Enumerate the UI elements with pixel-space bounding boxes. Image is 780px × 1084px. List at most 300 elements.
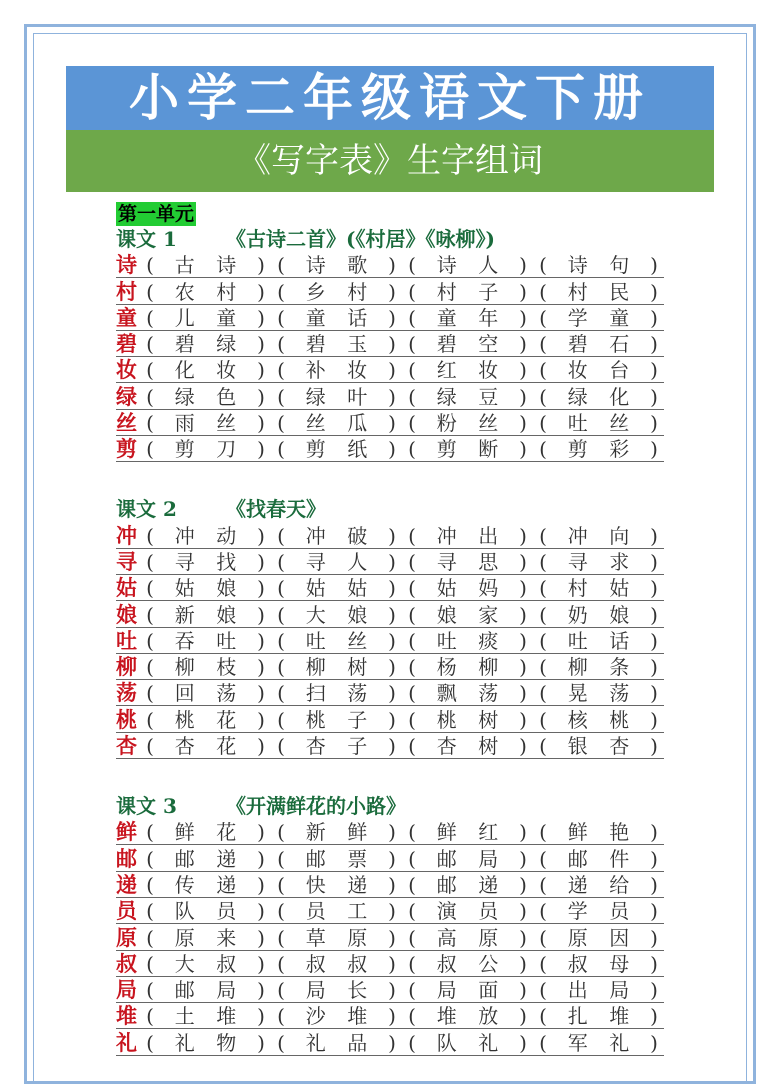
word-cell (271, 253, 402, 277)
target-character: 绿 (116, 383, 137, 409)
word-glyph: 邮 (174, 978, 195, 1003)
compound-word (291, 358, 382, 382)
close-paren: ) (519, 820, 527, 845)
compound-word (422, 847, 513, 871)
compound-word (422, 655, 513, 679)
close-paren: ) (519, 279, 527, 304)
compound-word (160, 306, 251, 330)
word-glyph: 子 (347, 707, 368, 732)
open-paren: ( (408, 305, 416, 330)
word-glyph: 物 (216, 1030, 237, 1055)
target-character: 冲 (116, 522, 137, 548)
close-paren: ) (519, 549, 527, 574)
compound-word (553, 952, 644, 976)
word-row (116, 436, 664, 462)
word-cell (271, 1004, 402, 1028)
word-glyph: 碧 (305, 332, 326, 357)
word-cell (533, 978, 664, 1002)
word-glyph: 红 (436, 358, 457, 383)
close-paren: ) (388, 523, 396, 548)
word-glyph: 石 (609, 332, 630, 357)
word-cell (140, 847, 271, 871)
word-cell (402, 603, 533, 627)
close-paren: ) (519, 523, 527, 548)
compound-word (422, 576, 513, 600)
close-paren: ) (519, 332, 527, 357)
open-paren: ( (277, 332, 285, 357)
word-glyph: 纸 (347, 437, 368, 462)
compound-word (291, 1031, 382, 1055)
word-glyph: 绿 (216, 332, 237, 357)
compound-word (291, 708, 382, 732)
close-paren: ) (519, 358, 527, 383)
open-paren: ( (408, 332, 416, 357)
word-cell (402, 899, 533, 923)
word-glyph: 回 (174, 681, 195, 706)
word-glyph: 姑 (347, 576, 368, 601)
close-paren: ) (388, 253, 396, 278)
word-glyph: 局 (216, 978, 237, 1003)
open-paren: ( (408, 846, 416, 871)
word-glyph: 歌 (347, 253, 368, 278)
close-paren: ) (388, 411, 396, 436)
word-glyph: 件 (609, 846, 630, 871)
word-glyph: 工 (347, 899, 368, 924)
word-glyph: 化 (174, 358, 195, 383)
close-paren: ) (650, 628, 658, 653)
open-paren: ( (539, 655, 547, 680)
compound-word (553, 681, 644, 705)
word-glyph: 扎 (567, 1004, 588, 1029)
close-paren: ) (388, 872, 396, 897)
word-glyph: 古 (174, 253, 195, 278)
word-cell (533, 332, 664, 356)
target-character: 吐 (116, 627, 137, 653)
close-paren: ) (650, 411, 658, 436)
word-glyph: 刀 (216, 437, 237, 462)
close-paren: ) (519, 411, 527, 436)
close-paren: ) (388, 279, 396, 304)
compound-word (422, 524, 513, 548)
word-glyph: 年 (478, 305, 499, 330)
target-character: 叔 (116, 950, 137, 976)
compound-word (160, 629, 251, 653)
word-cell (533, 847, 664, 871)
word-glyph: 童 (305, 305, 326, 330)
close-paren: ) (388, 820, 396, 845)
target-character: 局 (116, 977, 137, 1003)
close-paren: ) (257, 681, 265, 706)
word-glyph: 邮 (567, 846, 588, 871)
section-gap (116, 759, 668, 793)
word-glyph: 递 (216, 872, 237, 897)
open-paren: ( (146, 1004, 154, 1029)
word-glyph: 娘 (436, 602, 457, 627)
word-cell (533, 655, 664, 679)
word-glyph: 冲 (305, 523, 326, 548)
word-cell (271, 899, 402, 923)
compound-word (422, 253, 513, 277)
compound-word (422, 873, 513, 897)
word-cell (402, 332, 533, 356)
word-glyph: 村 (567, 279, 588, 304)
word-cell (533, 576, 664, 600)
compound-word (553, 899, 644, 923)
word-cell (140, 332, 271, 356)
word-glyph: 叶 (347, 384, 368, 409)
close-paren: ) (650, 655, 658, 680)
compound-word (422, 1004, 513, 1028)
compound-word (422, 899, 513, 923)
close-paren: ) (519, 253, 527, 278)
word-glyph: 花 (216, 734, 237, 759)
word-cell (533, 524, 664, 548)
open-paren: ( (146, 655, 154, 680)
word-glyph: 大 (305, 602, 326, 627)
word-glyph: 思 (478, 549, 499, 574)
close-paren: ) (650, 332, 658, 357)
compound-word (291, 550, 382, 574)
close-paren: ) (388, 384, 396, 409)
open-paren: ( (539, 820, 547, 845)
compound-word (422, 952, 513, 976)
compound-word (291, 734, 382, 758)
word-glyph: 鲜 (174, 820, 195, 845)
compound-word (422, 734, 513, 758)
compound-word (422, 978, 513, 1002)
word-cell (402, 550, 533, 574)
word-row (116, 819, 664, 845)
word-cell (533, 899, 664, 923)
word-glyph: 局 (478, 846, 499, 871)
word-cell (271, 306, 402, 330)
word-glyph: 局 (305, 978, 326, 1003)
word-glyph: 快 (305, 872, 326, 897)
open-paren: ( (408, 628, 416, 653)
word-glyph: 花 (216, 707, 237, 732)
compound-word (291, 847, 382, 871)
compound-word (160, 280, 251, 304)
word-cell (271, 603, 402, 627)
word-glyph: 荡 (609, 681, 630, 706)
open-paren: ( (277, 1004, 285, 1029)
word-glyph: 村 (436, 279, 457, 304)
word-glyph: 树 (478, 707, 499, 732)
compound-word (291, 280, 382, 304)
compound-word (291, 332, 382, 356)
open-paren: ( (539, 437, 547, 462)
close-paren: ) (519, 384, 527, 409)
open-paren: ( (539, 358, 547, 383)
close-paren: ) (257, 1030, 265, 1055)
open-paren: ( (146, 305, 154, 330)
word-glyph: 堆 (347, 1004, 368, 1029)
open-paren: ( (146, 358, 154, 383)
target-character: 娘 (116, 601, 137, 627)
word-glyph: 妆 (478, 358, 499, 383)
close-paren: ) (388, 576, 396, 601)
close-paren: ) (650, 978, 658, 1003)
target-character: 柳 (116, 654, 137, 680)
open-paren: ( (277, 655, 285, 680)
word-cell (271, 385, 402, 409)
word-glyph: 丝 (216, 411, 237, 436)
word-glyph: 递 (478, 872, 499, 897)
word-glyph: 诗 (436, 253, 457, 278)
open-paren: ( (146, 523, 154, 548)
compound-word (422, 306, 513, 330)
close-paren: ) (257, 1004, 265, 1029)
compound-word (160, 734, 251, 758)
compound-word (553, 332, 644, 356)
word-cell (533, 1031, 664, 1055)
close-paren: ) (388, 305, 396, 330)
compound-word (553, 1004, 644, 1028)
compound-word (160, 873, 251, 897)
compound-word (422, 385, 513, 409)
word-row (116, 383, 664, 409)
word-glyph: 邮 (436, 846, 457, 871)
word-glyph: 高 (436, 925, 457, 950)
close-paren: ) (388, 978, 396, 1003)
word-cell (402, 734, 533, 758)
close-paren: ) (388, 899, 396, 924)
open-paren: ( (539, 305, 547, 330)
target-character: 寻 (116, 548, 137, 574)
open-paren: ( (146, 925, 154, 950)
word-glyph: 沙 (305, 1004, 326, 1029)
word-cell (271, 952, 402, 976)
target-character: 诗 (116, 252, 137, 278)
word-glyph: 童 (436, 305, 457, 330)
word-cell (271, 1031, 402, 1055)
target-character: 姑 (116, 575, 137, 601)
word-cell (402, 576, 533, 600)
word-glyph: 大 (174, 951, 195, 976)
word-glyph: 递 (216, 846, 237, 871)
open-paren: ( (408, 951, 416, 976)
open-paren: ( (539, 846, 547, 871)
open-paren: ( (408, 411, 416, 436)
word-cell (402, 629, 533, 653)
close-paren: ) (650, 384, 658, 409)
word-glyph: 员 (216, 899, 237, 924)
word-glyph: 公 (478, 951, 499, 976)
compound-word (160, 952, 251, 976)
target-character: 邮 (116, 845, 137, 871)
open-paren: ( (408, 707, 416, 732)
word-glyph: 碧 (174, 332, 195, 357)
page-title: 小学二年级语文下册 (66, 66, 714, 130)
word-glyph: 妆 (216, 358, 237, 383)
word-glyph: 局 (436, 978, 457, 1003)
target-character: 堆 (116, 1003, 137, 1029)
close-paren: ) (257, 846, 265, 871)
compound-word (553, 1031, 644, 1055)
word-glyph: 童 (216, 305, 237, 330)
close-paren: ) (519, 628, 527, 653)
open-paren: ( (277, 305, 285, 330)
word-cell (402, 524, 533, 548)
close-paren: ) (650, 305, 658, 330)
target-character: 原 (116, 924, 137, 950)
lesson-number: 课文 1 (116, 227, 177, 251)
compound-word (160, 358, 251, 382)
open-paren: ( (277, 681, 285, 706)
word-glyph: 冲 (174, 523, 195, 548)
compound-word (422, 1031, 513, 1055)
open-paren: ( (277, 925, 285, 950)
open-paren: ( (277, 872, 285, 897)
compound-word (422, 332, 513, 356)
word-glyph: 丝 (305, 411, 326, 436)
close-paren: ) (519, 846, 527, 871)
open-paren: ( (539, 384, 547, 409)
word-cell (533, 873, 664, 897)
close-paren: ) (257, 253, 265, 278)
open-paren: ( (277, 523, 285, 548)
word-glyph: 补 (305, 358, 326, 383)
close-paren: ) (388, 951, 396, 976)
word-cell (271, 411, 402, 435)
word-glyph: 寻 (567, 549, 588, 574)
open-paren: ( (408, 549, 416, 574)
open-paren: ( (539, 899, 547, 924)
word-glyph: 叔 (436, 951, 457, 976)
word-cell (271, 280, 402, 304)
close-paren: ) (257, 437, 265, 462)
open-paren: ( (146, 1030, 154, 1055)
compound-word (160, 603, 251, 627)
word-cell (533, 437, 664, 461)
word-glyph: 母 (609, 951, 630, 976)
open-paren: ( (277, 846, 285, 871)
word-glyph: 荡 (478, 681, 499, 706)
compound-word (553, 820, 644, 844)
word-cell (402, 820, 533, 844)
close-paren: ) (257, 925, 265, 950)
open-paren: ( (539, 1004, 547, 1029)
open-paren: ( (146, 734, 154, 759)
word-cell (140, 978, 271, 1002)
word-row (116, 522, 664, 548)
open-paren: ( (539, 523, 547, 548)
word-glyph: 剪 (174, 437, 195, 462)
word-cell (140, 358, 271, 382)
word-cell (271, 734, 402, 758)
word-glyph: 碧 (567, 332, 588, 357)
close-paren: ) (257, 332, 265, 357)
word-row (116, 924, 664, 950)
word-cell (271, 437, 402, 461)
word-glyph: 剪 (567, 437, 588, 462)
word-glyph: 礼 (305, 1030, 326, 1055)
compound-word (422, 411, 513, 435)
word-row (116, 252, 664, 278)
word-glyph: 绿 (174, 384, 195, 409)
word-glyph: 原 (567, 925, 588, 950)
open-paren: ( (539, 411, 547, 436)
word-cell (271, 708, 402, 732)
word-cell (533, 708, 664, 732)
close-paren: ) (257, 734, 265, 759)
word-glyph: 动 (216, 523, 237, 548)
word-glyph: 寻 (174, 549, 195, 574)
word-glyph: 礼 (609, 1030, 630, 1055)
open-paren: ( (277, 358, 285, 383)
compound-word (291, 873, 382, 897)
word-cell (140, 708, 271, 732)
close-paren: ) (388, 681, 396, 706)
open-paren: ( (408, 1030, 416, 1055)
compound-word (553, 306, 644, 330)
close-paren: ) (388, 628, 396, 653)
word-glyph: 给 (609, 872, 630, 897)
word-glyph: 出 (478, 523, 499, 548)
open-paren: ( (539, 681, 547, 706)
close-paren: ) (257, 523, 265, 548)
open-paren: ( (539, 576, 547, 601)
open-paren: ( (408, 872, 416, 897)
word-row (116, 733, 664, 759)
word-glyph: 姑 (436, 576, 457, 601)
compound-word (422, 820, 513, 844)
word-glyph: 桃 (609, 707, 630, 732)
compound-word (553, 280, 644, 304)
compound-word (291, 1004, 382, 1028)
compound-word (553, 437, 644, 461)
close-paren: ) (650, 846, 658, 871)
close-paren: ) (257, 576, 265, 601)
close-paren: ) (257, 628, 265, 653)
word-glyph: 邮 (174, 846, 195, 871)
open-paren: ( (277, 820, 285, 845)
open-paren: ( (146, 602, 154, 627)
close-paren: ) (519, 305, 527, 330)
open-paren: ( (408, 523, 416, 548)
word-glyph: 新 (305, 820, 326, 845)
word-cell (140, 899, 271, 923)
word-glyph: 柳 (478, 655, 499, 680)
word-glyph: 员 (305, 899, 326, 924)
word-cell (533, 820, 664, 844)
close-paren: ) (257, 978, 265, 1003)
compound-word (291, 978, 382, 1002)
word-cell (533, 358, 664, 382)
word-glyph: 娘 (216, 602, 237, 627)
open-paren: ( (146, 820, 154, 845)
word-glyph: 乡 (305, 279, 326, 304)
word-glyph: 断 (478, 437, 499, 462)
word-cell (402, 873, 533, 897)
word-cell (533, 385, 664, 409)
word-glyph: 妈 (478, 576, 499, 601)
word-cell (533, 1004, 664, 1028)
word-cell (140, 576, 271, 600)
compound-word (422, 629, 513, 653)
compound-word (160, 926, 251, 950)
word-cell (533, 306, 664, 330)
target-character: 妆 (116, 357, 137, 383)
word-glyph: 礼 (478, 1030, 499, 1055)
close-paren: ) (388, 925, 396, 950)
word-glyph: 银 (567, 734, 588, 759)
word-cell (140, 524, 271, 548)
compound-word (422, 708, 513, 732)
word-glyph: 花 (216, 820, 237, 845)
open-paren: ( (539, 707, 547, 732)
compound-word (553, 655, 644, 679)
